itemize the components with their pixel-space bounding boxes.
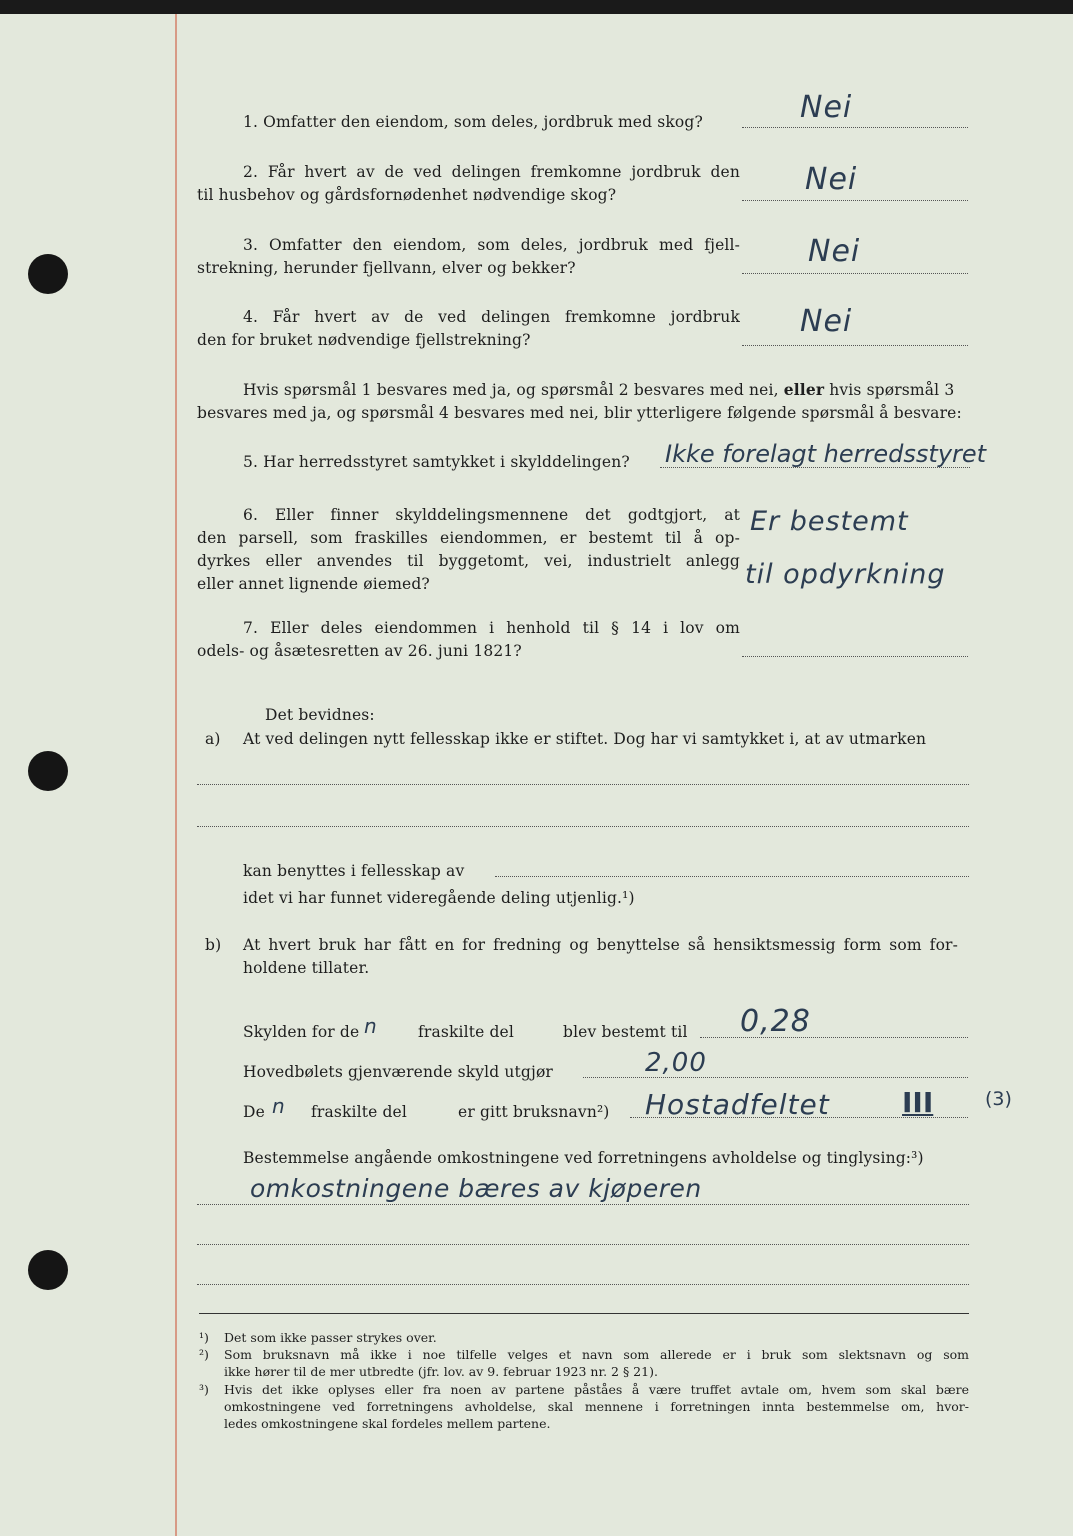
name-label-a: De [243, 1103, 265, 1121]
footnote-3-line-1: Hvis det ikke oplyses eller fra noen av partene påståes å være truffet avtale om, hvem som skal bære [224, 1382, 969, 1397]
remaining-label: Hovedbølets gjenværende skyld utgjør [243, 1063, 553, 1081]
shared-use-label: kan benyttes i fellesskap av [243, 862, 465, 880]
question-4-line-2: den for bruket nødvendige fjellstrekning? [197, 331, 531, 349]
form-page [0, 14, 1073, 1536]
blank-line [197, 1284, 969, 1285]
item-b-line-1: At hvert bruk har fått en for fredning og benyttelse så hensiktsmessig form som for- [243, 936, 958, 954]
answer-line-3 [742, 273, 968, 274]
shared-use-line [495, 876, 969, 877]
answer-6-line-2: til opdyrkning [745, 559, 946, 590]
footnote-1-mark: ¹) [199, 1330, 209, 1345]
item-a-label: a) [205, 730, 221, 748]
item-b-label: b) [205, 936, 222, 954]
footnote-2-mark: ²) [199, 1347, 209, 1362]
remaining-value: 2,00 [645, 1048, 707, 1078]
skyld-handwritten-n: n [364, 1014, 378, 1038]
red-margin-line [175, 14, 177, 1536]
item-b-line-2: holdene tillater. [243, 959, 370, 977]
answer-line-7 [742, 656, 968, 657]
punch-hole [28, 751, 68, 791]
condition-line-1: Hvis spørsmål 1 besvares med ja, og spørsmål 2 besvares med nei, eller hvis spørsmål 3 [243, 380, 955, 399]
name-label-c: er gitt bruksnavn²) [458, 1103, 610, 1121]
question-7-line-1: 7. Eller deles eiendommen i henhold til § 14 i lov om [243, 619, 740, 637]
blank-line [197, 1244, 969, 1245]
question-1: 1. Omfatter den eiendom, som deles, jordbruk med skog? [243, 113, 703, 131]
answer-2: Nei [805, 162, 858, 197]
further-division-text: idet vi har funnet videregående deling utjenlig.¹) [243, 889, 635, 907]
footnote-1: Det som ikke passer strykes over. [224, 1330, 437, 1345]
skyld-value: 0,28 [740, 1004, 811, 1039]
skyld-label-b: fraskilte del [418, 1023, 514, 1041]
question-2-line-1: 2. Får hvert av de ved delingen fremkomne jordbruk den [243, 163, 740, 181]
punch-hole [28, 254, 68, 294]
name-label-b: fraskilte del [311, 1103, 407, 1121]
footnote-rule [199, 1313, 969, 1314]
question-3-line-1: 3. Omfatter den eiendom, som deles, jordbruk med fjell- [243, 236, 740, 254]
answer-line-4 [742, 345, 968, 346]
name-roman: III [902, 1086, 934, 1119]
question-4-line-1: 4. Får hvert av de ved delingen fremkomne jordbruk [243, 308, 740, 326]
name-value: Hostadfeltet [645, 1088, 830, 1121]
costs-value: omkostningene bæres av kjøperen [250, 1174, 702, 1203]
question-5: 5. Har herredsstyret samtykket i skylddelingen? [243, 453, 630, 471]
question-6-line-1: 6. Eller finner skylddelingsmennene det godtgjort, at [243, 506, 740, 524]
question-6-line-4: eller annet lignende øiemed? [197, 575, 430, 593]
footnote-3-line-2: omkostningene ved forretningens avholdelse, skal mennene i forretningen innta bestemmelse om, hvor- [224, 1399, 969, 1414]
question-7-line-2: odels- og åsætesretten av 26. juni 1821? [197, 642, 522, 660]
blank-line [197, 826, 969, 827]
blank-line [197, 784, 969, 785]
punch-hole [28, 1250, 68, 1290]
question-6-line-2: den parsell, som fraskilles eiendommen, er bestemt til å op- [197, 529, 740, 547]
answer-line-2 [742, 200, 968, 201]
skyld-label-a: Skylden for de [243, 1023, 360, 1041]
answer-6-line-1: Er bestemt [750, 506, 909, 537]
item-a-text: At ved delingen nytt fellesskap ikke er stiftet. Dog har vi samtykket i, at av utmarken [243, 730, 927, 748]
remaining-line [583, 1077, 968, 1078]
footnote-2-line-1: Som bruksnavn må ikke i noe tilfelle velges et navn som allerede er i bruk som slektsnavn og som [224, 1347, 969, 1362]
question-6-line-3: dyrkes eller anvendes til byggetomt, vei, industrielt anlegg [197, 552, 740, 570]
name-paren: (3) [985, 1088, 1012, 1110]
condition-line-2: besvares med ja, og spørsmål 4 besvares med nei, blir ytterligere følgende spørsmål å besvare: [197, 404, 962, 422]
certification-heading: Det bevidnes: [265, 706, 375, 724]
costs-line [197, 1204, 969, 1205]
answer-4: Nei [800, 304, 853, 339]
footnote-2-line-2: ikke hører til de mer utbredte (jfr. lov. av 9. februar 1923 nr. 2 § 21). [224, 1364, 658, 1379]
footnote-3-mark: ³) [199, 1382, 209, 1397]
answer-3: Nei [808, 234, 861, 269]
answer-1: Nei [800, 90, 853, 125]
answer-5: Ikke forelagt herredsstyret [665, 440, 987, 468]
answer-line-1 [742, 127, 968, 128]
skyld-label-c: blev bestemt til [563, 1023, 688, 1041]
costs-label: Bestemmelse angående omkostningene ved forretningens avholdelse og tinglysing:³) [243, 1149, 924, 1167]
scan-top-edge [0, 0, 1073, 14]
footnote-3-line-3: ledes omkostningene skal fordeles mellem partene. [224, 1416, 551, 1431]
question-3-line-2: strekning, herunder fjellvann, elver og bekker? [197, 259, 576, 277]
question-2-line-2: til husbehov og gårdsfornødenhet nødvendige skog? [197, 186, 617, 204]
name-handwritten-n: n [272, 1094, 286, 1118]
